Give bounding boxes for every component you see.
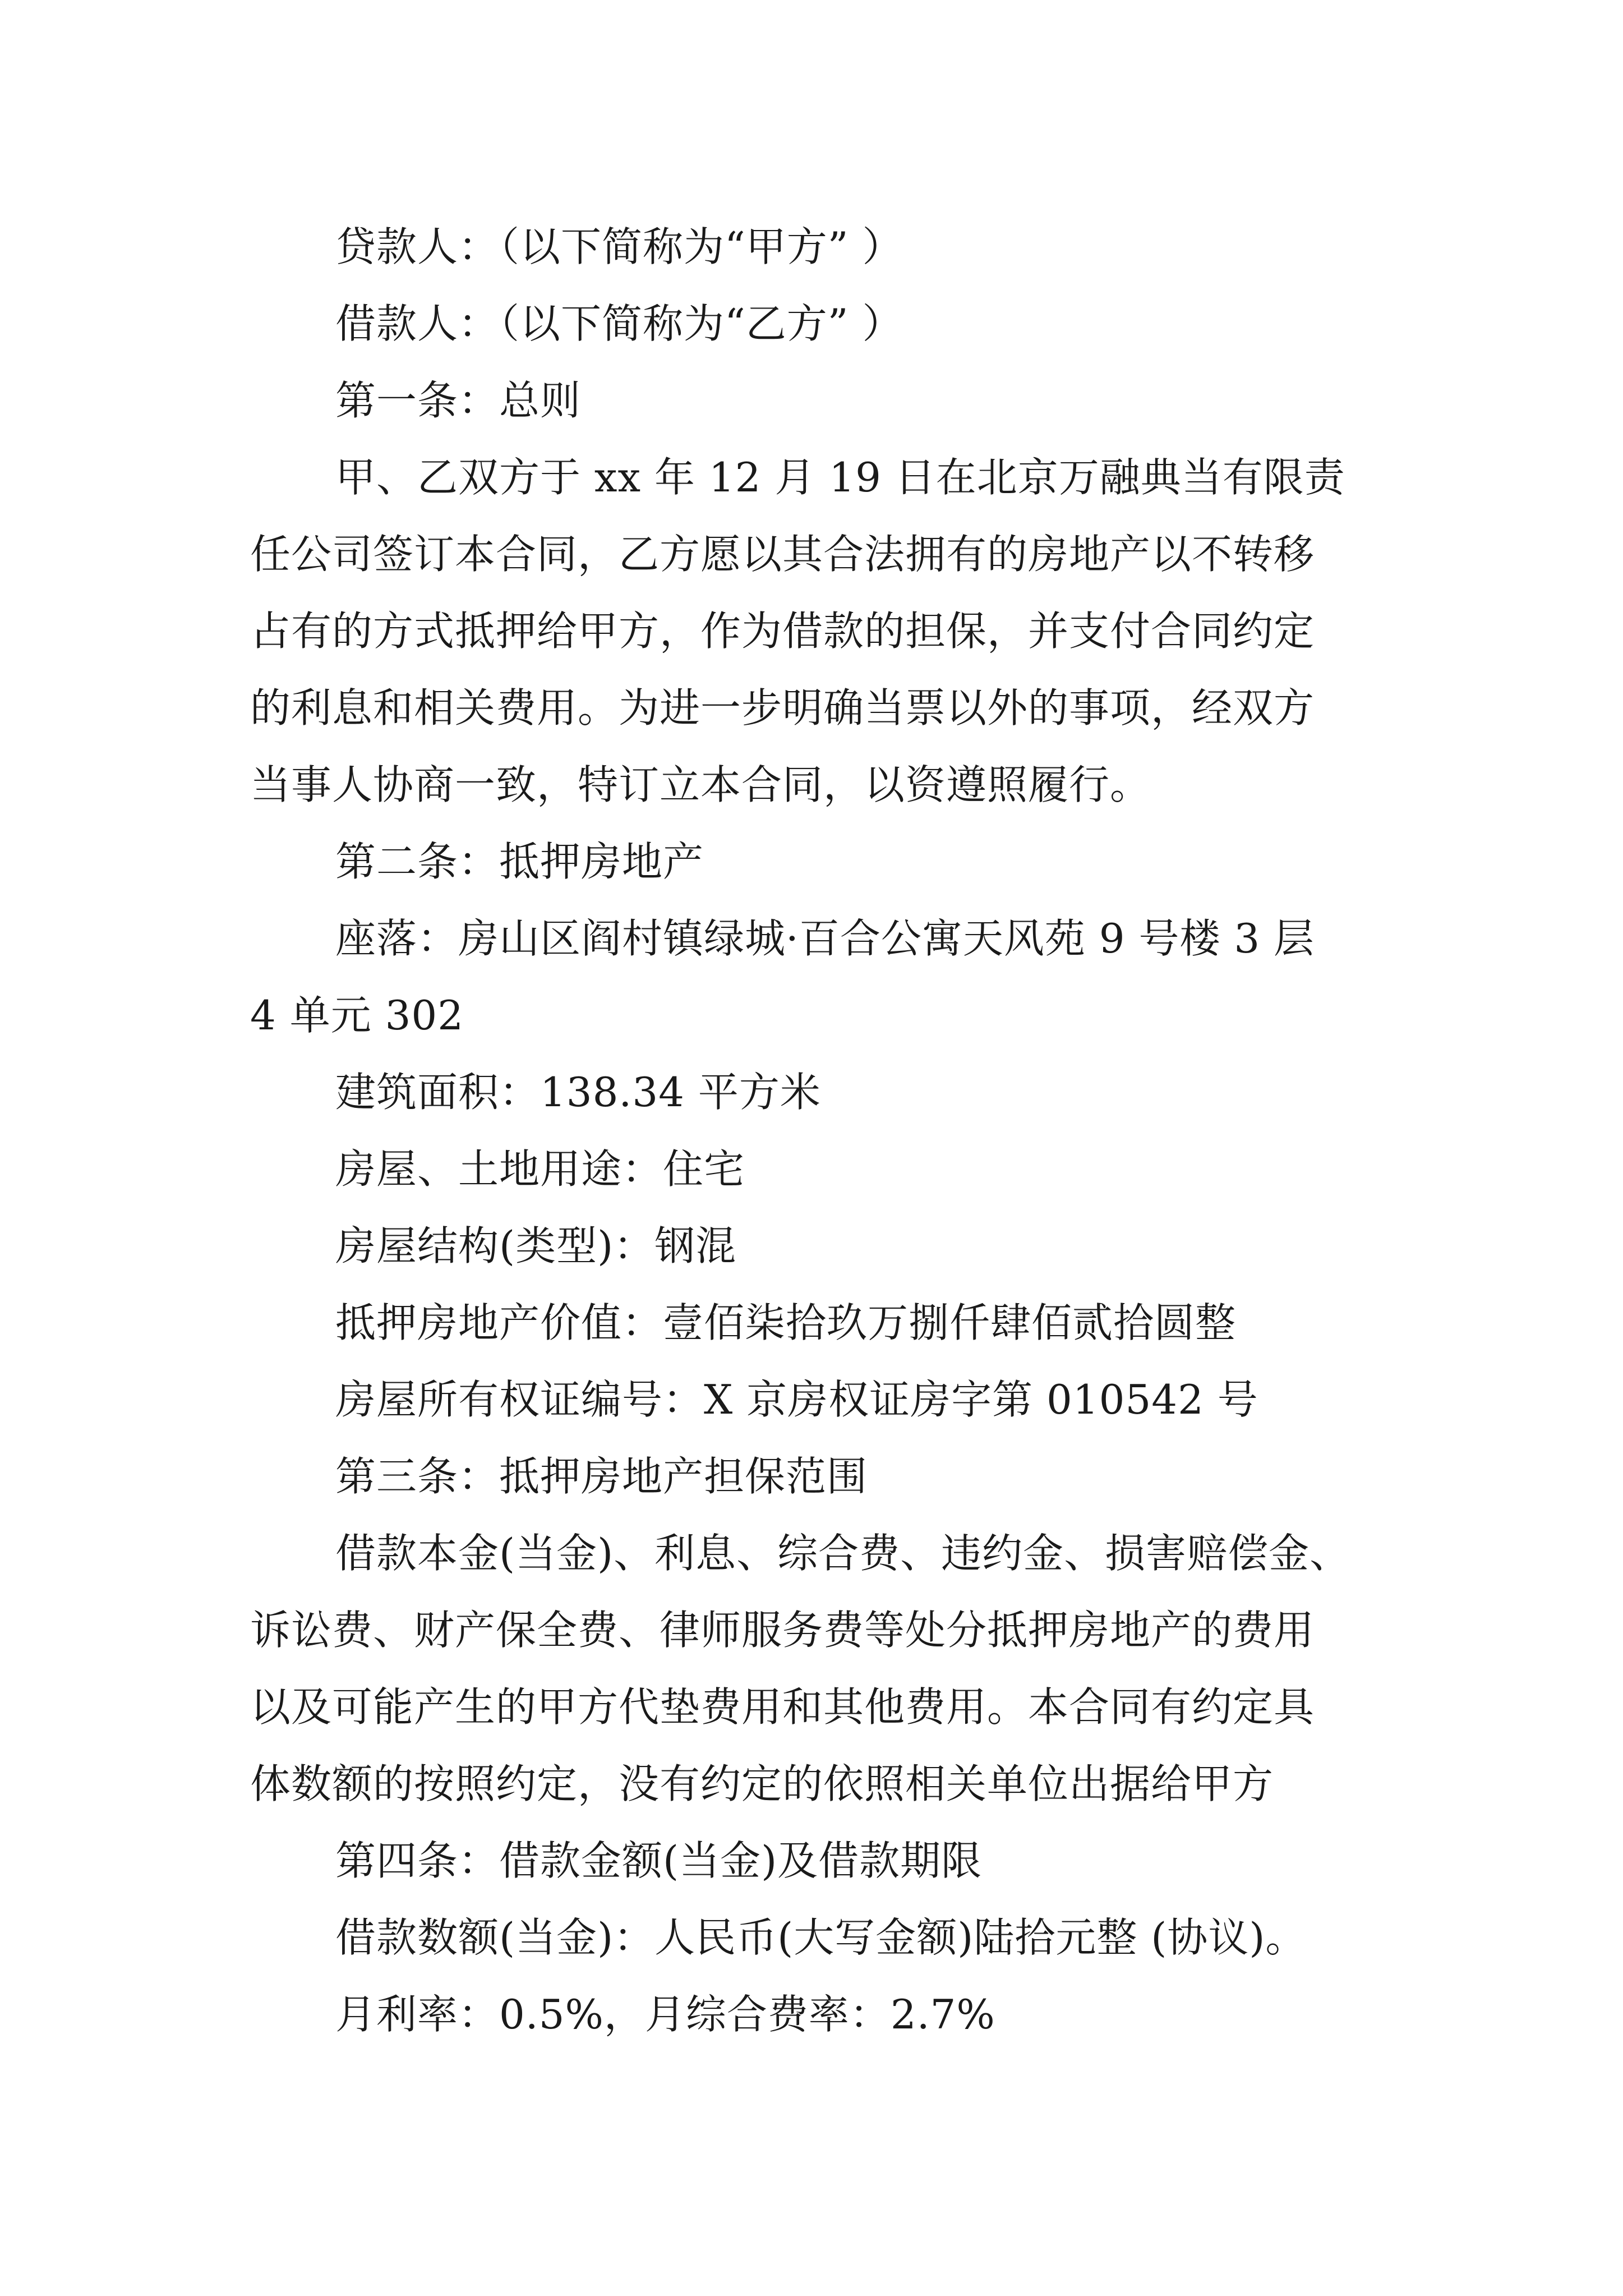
structure-type-line: 房屋结构(类型)：钢混 xyxy=(335,1222,737,1269)
article-1-text-line: 的利息和相关费用。为进一步明确当票以外的事项，经双方 xyxy=(250,684,1315,731)
article-3-text-line: 借款本金(当金)、利息、综合费、违约金、损害赔偿金、 xyxy=(335,1530,1351,1577)
article-1-heading: 第一条：总则 xyxy=(335,377,582,424)
article-3-text-line: 体数额的按照约定，没有约定的依照相关单位出据给甲方 xyxy=(250,1760,1274,1807)
loan-amount-line: 借款数额(当金)：人民币(大写金额)陆拾元整 (协议)。 xyxy=(335,1914,1307,1961)
ownership-certificate-line: 房屋所有权证编号：X 京房权证房字第 010542 号 xyxy=(335,1376,1258,1423)
article-4-heading: 第四条：借款金额(当金)及借款期限 xyxy=(335,1837,983,1884)
article-2-heading: 第二条：抵押房地产 xyxy=(335,838,704,885)
lender-line: 贷款人：（以下简称为“甲方” ） xyxy=(335,223,903,270)
article-3-heading: 第三条：抵押房地产担保范围 xyxy=(335,1453,868,1500)
article-3-text-line: 诉讼费、财产保全费、律师服务费等处分抵押房地产的费用 xyxy=(250,1607,1315,1654)
article-1-text-line: 占有的方式抵押给甲方，作为借款的担保，并支付合同约定 xyxy=(250,608,1315,655)
article-1-text-line: 当事人协商一致，特订立本合同，以资遵照履行。 xyxy=(250,761,1151,808)
land-use-line: 房屋、土地用途：住宅 xyxy=(335,1145,745,1193)
article-3-text-line: 以及可能产生的甲方代垫费用和其他费用。本合同有约定具 xyxy=(250,1683,1315,1731)
property-location-line: 座落：房山区阎村镇绿城·百合公寓天风苑 9 号楼 3 层 xyxy=(335,915,1315,962)
contract-body xyxy=(250,209,1417,2053)
property-value-line: 抵押房地产价值：壹佰柒拾玖万捌仟肆佰贰拾圆整 xyxy=(335,1299,1237,1346)
interest-rate-line: 月利率：0.5%，月综合费率：2.7% xyxy=(335,1991,995,2038)
building-area-line: 建筑面积：138.34 平方米 xyxy=(335,1069,821,1116)
borrower-line: 借款人：（以下简称为“乙方” ） xyxy=(335,300,903,347)
article-1-text-line: 甲、乙双方于 xx 年 12 月 19 日在北京万融典当有限责 xyxy=(335,454,1345,501)
property-location-line: 4 单元 302 xyxy=(250,992,464,1039)
article-1-text-line: 任公司签订本合同，乙方愿以其合法拥有的房地产以不转移 xyxy=(250,531,1315,578)
